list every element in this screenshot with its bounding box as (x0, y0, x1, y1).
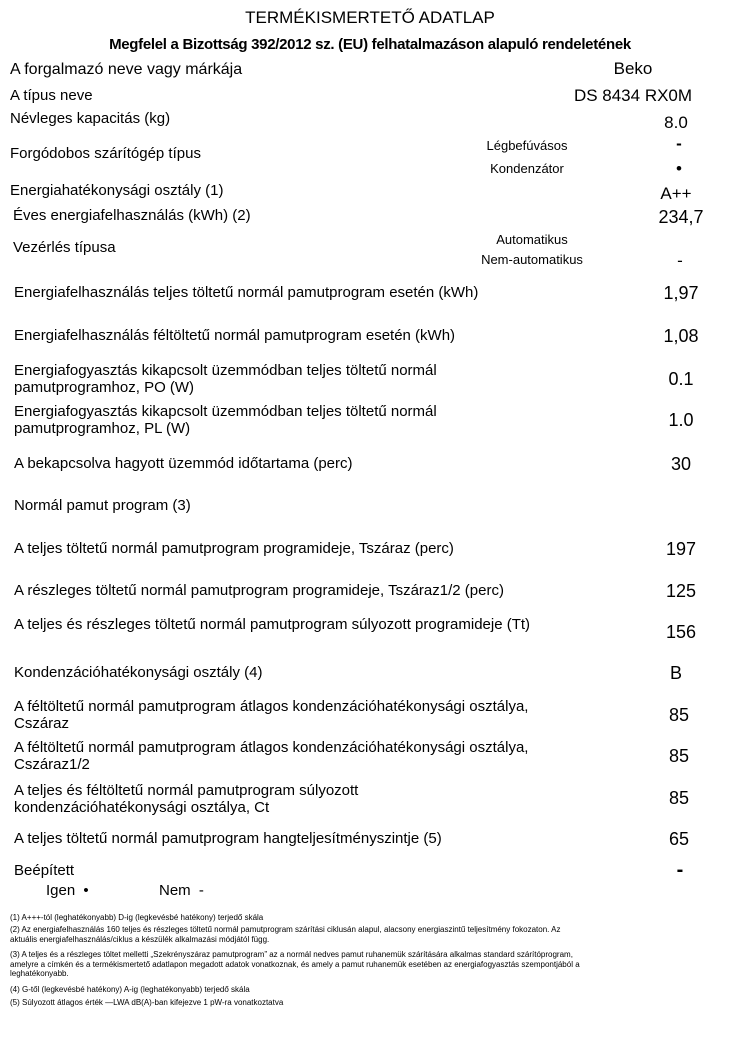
condensation-class-label: Kondenzációhatékonysági osztály (4) (14, 664, 263, 681)
condensation-class-value: B (669, 663, 682, 683)
noise-value: 65 (668, 829, 690, 849)
dryer-type-option-condenser: Kondenzátor (490, 161, 564, 176)
time-weighted-value: 156 (665, 622, 697, 642)
capacity-value: 8.0 (664, 113, 688, 132)
control-type-option-non-automatic: Nem-automatikus (481, 252, 583, 267)
cond-half-label: A féltöltetű normál pamutprogram átlagos kondenzációhatékonysági osztálya, Cszáraz1/2 (14, 739, 529, 773)
built-in-yes-mark: • (83, 882, 89, 899)
model-value: DS 8434 RX0M (573, 86, 693, 105)
annual-energy-value: 234,7 (658, 207, 704, 227)
footnote-1: (1) A+++-tól (leghatékonyabb) D-ig (legkevésbé hatékony) terjedő skála (10, 913, 264, 922)
cond-weighted-value: 85 (668, 788, 690, 808)
cond-full-label: A féltöltetű normál pamutprogram átlagos kondenzációhatékonysági osztálya, Cszáraz (14, 698, 529, 732)
energy-class-label: Energiahatékonysági osztály (1) (10, 182, 224, 199)
built-in-label: Beépített (14, 862, 75, 879)
time-weighted-label: A teljes és részleges töltetű normál pamutprogram súlyozott programideje (Tt) (14, 616, 531, 633)
annual-energy-label: Éves energiafelhasználás (kWh) (2) (13, 207, 251, 224)
cond-full-value: 85 (668, 705, 690, 725)
page-subtitle: Megfelel a Bizottság 392/2012 sz. (EU) felhatalmazáson alapuló rendeletének (109, 36, 631, 53)
footnote-5: (5) Súlyozott átlagos érték —LWA dB(A)-ban kifejezve 1 pW-ra vonatkoztatva (10, 998, 284, 1007)
left-on-duration-value: 30 (670, 454, 692, 474)
energy-class-value: A++ (660, 184, 692, 203)
built-in-value: - (676, 859, 684, 881)
cond-half-value: 85 (668, 746, 690, 766)
left-on-duration-label: A bekapcsolva hagyott üzemmód időtartama (perc) (14, 455, 353, 472)
built-in-no (159, 882, 204, 899)
dryer-type-air-vented-mark: - (676, 134, 682, 153)
footnote-3: (3) A teljes és a részleges töltet melletti „Szekrényszáraz pamutprogram” az a normál nedves pamut ruhanemük szárítására alkalmas standard szárítóprogram, amelyre a címkén és a termékismertető adatlapon megadott adatok vonatkoznak, és amely a pamut ruhanemük esetében az energiafogyasztás szempontjából a leghatékonyabb. (10, 950, 580, 978)
energy-half-label: Energiafelhasználás féltöltetű normál pamutprogram esetén (kWh) (14, 327, 456, 344)
power-left-on-label: Energiafogyasztás kikapcsolt üzemmódban teljes töltetű normál pamutprogramhoz, PL (W) (14, 403, 437, 437)
control-type-non-automatic-mark: - (677, 251, 683, 270)
brand-value: Beko (613, 59, 653, 78)
footnote-2: (2) Az energiafelhasználás 160 teljes és részleges töltetű normál pamutprogram szárítási ciklusán alapul, alacsony energiaszintű teljesítmény fokozaton. Az aktuális energiafelhasználás/ciklus a készülék alkalmazási módjától függ. (10, 925, 561, 944)
capacity-label: Névleges kapacitás (kg) (10, 110, 171, 127)
page-title: TERMÉKISMERTETŐ ADATLAP (245, 8, 495, 27)
built-in-yes-label: Igen (46, 882, 76, 899)
footnote-4: (4) G-től (legkevésbé hatékony) A-ig (leghatékonyabb) terjedő skála (10, 985, 250, 994)
control-type-option-automatic: Automatikus (496, 232, 568, 247)
energy-half-value: 1,08 (663, 326, 699, 346)
built-in-no-mark: - (198, 882, 204, 899)
time-partial-value: 125 (665, 581, 697, 601)
dryer-type-condenser-mark: • (676, 159, 682, 178)
cond-weighted-label: A teljes és féltöltetű normál pamutprogram súlyozott kondenzációhatékonysági osztálya, Ct (14, 782, 359, 816)
dryer-type-label: Forgódobos szárítógép típus (10, 145, 201, 162)
energy-full-label: Energiafelhasználás teljes töltetű normál pamutprogram esetén (kWh) (14, 284, 479, 301)
noise-label: A teljes töltetű normál pamutprogram hangteljesítményszintje (5) (14, 830, 442, 847)
model-label: A típus neve (10, 87, 93, 104)
brand-label: A forgalmazó neve vagy márkája (10, 61, 243, 78)
power-left-on-value: 1.0 (668, 410, 694, 430)
control-type-label: Vezérlés típusa (13, 239, 116, 256)
time-full-label: A teljes töltetű normál pamutprogram programideje, Tszáraz (perc) (14, 540, 454, 557)
time-partial-label: A részleges töltetű normál pamutprogram programideje, Tszáraz1/2 (perc) (14, 582, 504, 599)
dryer-type-option-air-vented: Légbefúvásos (486, 138, 568, 153)
power-off-label: Energiafogyasztás kikapcsolt üzemmódban teljes töltetű normál pamutprogramhoz, PO (W) (14, 362, 437, 396)
power-off-value: 0.1 (668, 369, 694, 389)
built-in-no-label: Nem (159, 882, 191, 899)
standard-program-label: Normál pamut program (3) (14, 497, 191, 514)
built-in-yes (46, 882, 89, 899)
energy-full-value: 1,97 (663, 283, 699, 303)
time-full-value: 197 (665, 539, 697, 559)
